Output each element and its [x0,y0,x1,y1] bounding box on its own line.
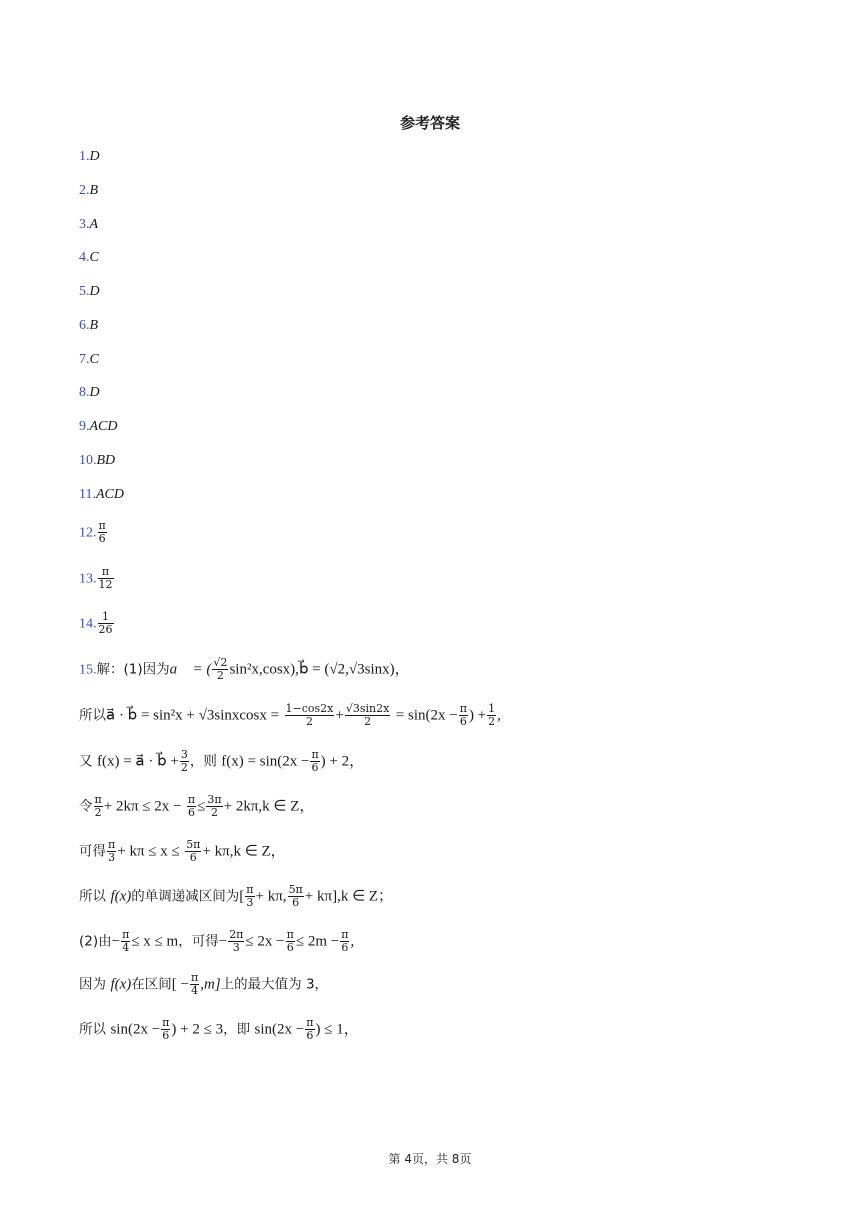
fraction: $\frac{\pi}{6}$ [187,793,196,819]
fraction: $\frac{\pi}{2}$ [94,793,102,819]
answer-number: 12. [79,525,97,541]
answer-item [79,146,100,167]
answer-item [79,416,118,437]
answer-item [79,281,100,302]
answer-item [79,450,115,471]
answer-value: D [89,284,100,299]
page-footer: 第 4页，共 8页 [388,1152,472,1166]
answer-item [79,349,99,370]
solution-line: 又 f(x) = a⃗ · b⃗ + $\frac{3}{2}$ ，则 f(x) = sin(2x − $\frac{\pi}{6}$ ) + 2， [79,748,365,774]
answer-number: 3. [79,217,90,232]
answer-item [79,520,108,545]
fraction: $\frac{1-\cos 2x}{2}$ [285,702,334,728]
answer-value: ACD [95,487,124,502]
solution-line: 可得 $\frac{\pi}{3}$ + kπ ≤ x ≤ $\frac{5\pi}{6}$ + kπ,k ∈ Z， [79,838,286,864]
answer-item [79,180,98,201]
solution-line: 因为 f(x)在区间[ − $\frac{\pi}{4}$ ,m]上的最大值为 3， [79,971,329,997]
answer-item [79,247,99,268]
fraction: $\frac{3}{2}$ [180,748,188,774]
fraction: $\frac{5\pi}{6}$ [186,838,201,864]
solution-line: 所以 f(x)的单调递减区间为[ $\frac{\pi}{3}$ + kπ, $\frac{5\pi}{6}$ + kπ],k ∈ Z； [79,883,394,909]
fraction: $\frac{√3\sin 2x}{2}$ [345,702,390,728]
answer-value: D [89,149,100,164]
fraction: $\frac{1}{2}$ [488,702,496,728]
answer-value: A [89,217,99,232]
fraction: $\frac{\pi}{6}$ [341,928,349,954]
fraction: $\frac{\pi}{6}$ [162,1016,170,1042]
answer-item [79,382,100,403]
fraction: $\frac{\pi}{12}$ [98,565,113,591]
answer-value: B [89,318,99,333]
fraction: $\frac{\pi}{4}$ [191,971,199,997]
fraction: $\frac{\pi}{6}$ [286,928,294,954]
solution-line: 15.解：(1)因为a⃗ = ( $\frac{√2}{2}$ sin²x,cosx),b⃗ = (√2,√3sinx)， [79,656,410,682]
answer-value: ACD [89,419,118,434]
answer-number: 14. [79,616,97,632]
answer-value: C [89,352,99,367]
fraction: $\frac{√2}{2}$ [213,656,228,682]
answer-number: 7. [79,352,90,367]
answer-item [79,566,115,591]
answer-number: 8. [79,385,90,400]
fraction: $\frac{\pi}{6}$ [311,748,319,774]
answer-number: 1. [79,149,90,164]
answer-number: 4. [79,250,90,265]
answer-value: D [89,385,100,400]
answer-number: 15. [79,662,97,678]
answer-value: BD [96,453,116,468]
fraction: $\frac{3\pi}{2}$ [207,793,222,819]
answer-item [79,315,98,336]
solution-line: (2)由− $\frac{\pi}{4}$ ≤ x ≤ m，可得− $\frac{2\pi}{3}$ ≤ 2x − $\frac{\pi}{6}$ ≤ 2m − $\frac{\pi}{6}$ , [79,928,355,954]
answer-item [79,484,124,505]
answer-number: 11. [79,487,96,502]
fraction: $\frac{\pi}{6}$ [306,1016,314,1042]
fraction: $\frac{\pi}{3}$ [246,883,254,909]
solution-line: 所以 sin(2x − $\frac{\pi}{6}$ ) + 2 ≤ 3，即 sin(2x − $\frac{\pi}{6}$ ) ≤ 1， [79,1016,359,1042]
solution-line: 所以a⃗ · b⃗ = sin²x + √3sinxcosx = $\frac{1-\cos 2x}{2}$ + $\frac{√3\sin 2x}{2}$ = sin(2x − $\frac{\pi}{6}$ ) + $\frac{1}{2}$ , [79,702,501,728]
answer-number: 13. [79,571,97,587]
fraction: $\frac{\pi}{6}$ [459,702,467,728]
answer-number: 10. [79,453,97,468]
page-title: 参考答案 [399,114,460,132]
fraction: $\frac{\pi}{3}$ [108,838,116,864]
answer-number: 9. [79,419,90,434]
fraction: $\frac{2\pi}{3}$ [229,928,244,954]
answer-number: 2. [79,183,90,198]
fraction: $\frac{5\pi}{6}$ [288,883,303,909]
answer-item [79,214,98,235]
answer-number: 6. [79,318,90,333]
fraction: $\frac{\pi}{6}$ [98,519,106,545]
fraction: $\frac{\pi}{4}$ [122,928,130,954]
answer-item [79,611,115,636]
fraction: $\frac{1}{26}$ [98,610,113,636]
solution-line: 令 $\frac{\pi}{2}$ + 2kπ ≤ 2x − $\frac{\pi}{6}$ ≤ $\frac{3\pi}{2}$ + 2kπ,k ∈ Z， [79,793,315,819]
answer-value: B [89,183,99,198]
answer-number: 5. [79,284,90,299]
answer-value: C [89,250,99,265]
